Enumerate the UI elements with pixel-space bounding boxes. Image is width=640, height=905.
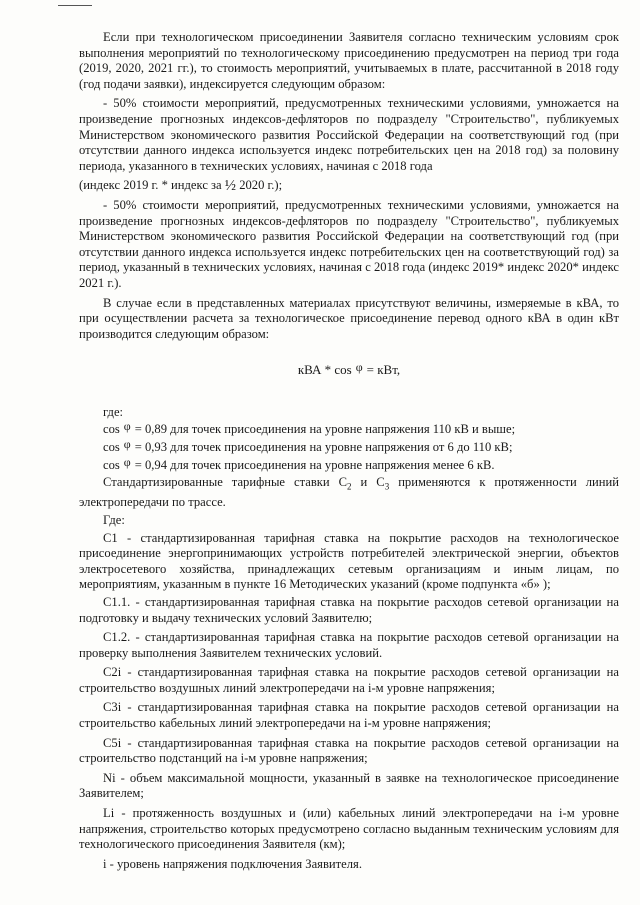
definition-c1-1: С1.1. - стандартизированная тарифная ставка на покрытие расходов сетевой организации на подготовку и выдачу технических условий Заявителю; <box>79 594 619 625</box>
phi-symbol: φ <box>355 360 363 375</box>
cos-line-1 <box>79 419 619 438</box>
definition-c2i: С2i - стандартизированная тарифная ставка на покрытие расходов сетевой организации на строительство воздушных линий электропередачи на i-м уровне напряжения; <box>79 665 619 695</box>
index-text-b: 2020 г.); <box>239 178 283 193</box>
cos-value-2: = 0,93 для точек присоединения на уровне напряжения от 6 до 110 кВ; <box>134 440 513 455</box>
cos-label: cos <box>103 422 120 437</box>
indexation-clause-1-formula <box>79 178 619 194</box>
cos-label: cos <box>103 440 120 455</box>
formula-left: кВА * cos <box>297 362 352 378</box>
half-fraction: ½ <box>224 178 237 195</box>
tariff-text-b: и С <box>360 475 385 490</box>
document-page <box>79 30 619 872</box>
subscript-3: 3 <box>384 481 390 492</box>
cos-line-3 <box>79 454 619 474</box>
scan-artifact-line <box>58 5 92 6</box>
kva-conversion-paragraph: В случае если в представленных материалах присутствуют величины, измеряемые в кВА, то при осуществлении расчета за технологическое присоединение перевод одного кВА в один кВт производится следующим образом: <box>79 295 619 341</box>
definition-i: i - уровень напряжения подключения Заявителя. <box>103 856 362 871</box>
conversion-formula <box>79 362 619 379</box>
tariff-rates-paragraph <box>79 475 619 511</box>
indexation-clause-2: - 50% стоимости мероприятий, предусмотренных техническими условиями, умножается на произведение прогнозных индексов-дефляторов по подразделу "Строительство", публикуемых Министерством экономического развития Российской Федерации на соответствующий год (при отсутствии данного индекса используется индекс потребительских цен на соответствующий год) за период, указанный в технических условиях, начиная с 2018 года (индекс 2019* индекс 2020* индекс 2021 г.). <box>79 197 619 290</box>
definition-c5i: С5i - стандартизированная тарифная ставка на покрытие расходов сетевой организации на строительство подстанций на i-м уровне напряжения; <box>79 735 619 766</box>
intro-paragraph: Если при технологическом присоединении Заявителя согласно техническим условиям срок выполнения мероприятий по технологическому присоединению предусмотрен на период три года (2019, 2020, 2021 гг.), то стоимость мероприятий, учитываемых в плате, рассчитанной в 2018 году (год подачи заявки), индексируется следующим образом: <box>79 30 619 91</box>
definition-ni: Ni - объем максимальной мощности, указанный в заявке на технологическое присоединение Заявителем; <box>79 770 619 801</box>
phi-symbol: φ <box>123 437 131 452</box>
formula-right: = кВт, <box>366 362 401 378</box>
phi-symbol: φ <box>123 419 131 434</box>
cos-value-1: = 0,89 для точек присоединения на уровне напряжения 110 кВ и выше; <box>134 422 516 437</box>
cos-line-2 <box>79 437 619 456</box>
where-label-2: Где: <box>103 512 125 527</box>
definition-c3i: С3i - стандартизированная тарифная ставка на покрытие расходов сетевой организации на строительство кабельных линий электропередачи на i-м уровне напряжения; <box>79 700 619 731</box>
tariff-text-a: Стандартизированные тарифные ставки С <box>103 475 348 490</box>
tariff-text-c: применяются к протяженности линий электропередачи по трассе. <box>79 475 620 510</box>
index-text-a: (индекс 2019 г. * индекс за <box>79 178 222 193</box>
cos-value-3: = 0,94 для точек присоединения на уровне напряжения менее 6 кВ. <box>134 457 495 472</box>
where-label: где: <box>103 404 124 419</box>
definition-c1-2: С1.2. - стандартизированная тарифная ставка на покрытие расходов сетевой организации на проверку выполнения Заявителем технических условий. <box>79 630 619 660</box>
definition-li: Li - протяженность воздушных и (или) кабельных линий электропередачи на i-м уровне напряжения, строительство которых предусмотрено согласно выданным техническим условиям для технологического присоединения Заявителя (км); <box>79 806 619 852</box>
cos-label: cos <box>103 457 120 472</box>
phi-symbol: φ <box>123 454 131 469</box>
indexation-clause-1: - 50% стоимости мероприятий, предусмотренных техническими условиями, умножается на произведение прогнозных индексов-дефляторов по подразделу "Строительство", публикуемых Министерством экономического развития Российской Федерации на соответствующий год (при отсутствии данного индекса используется индекс потребительских цен на 2018 год) за половину периода, указанного в технических условиях, начиная с 2018 года <box>79 96 619 173</box>
definition-c1: С1 - стандартизированная тарифная ставка на покрытие расходов на технологическое присоединение энергопринимающих устройств потребителей электрической энергии, объектов электросетевого хозяйства, принадлежащих сетевым организациям и иным лицам, по мероприятиям, указанным в пункте 16 Методических указаний (кроме подпункта «б» ); <box>79 530 619 592</box>
subscript-2: 2 <box>347 481 352 492</box>
